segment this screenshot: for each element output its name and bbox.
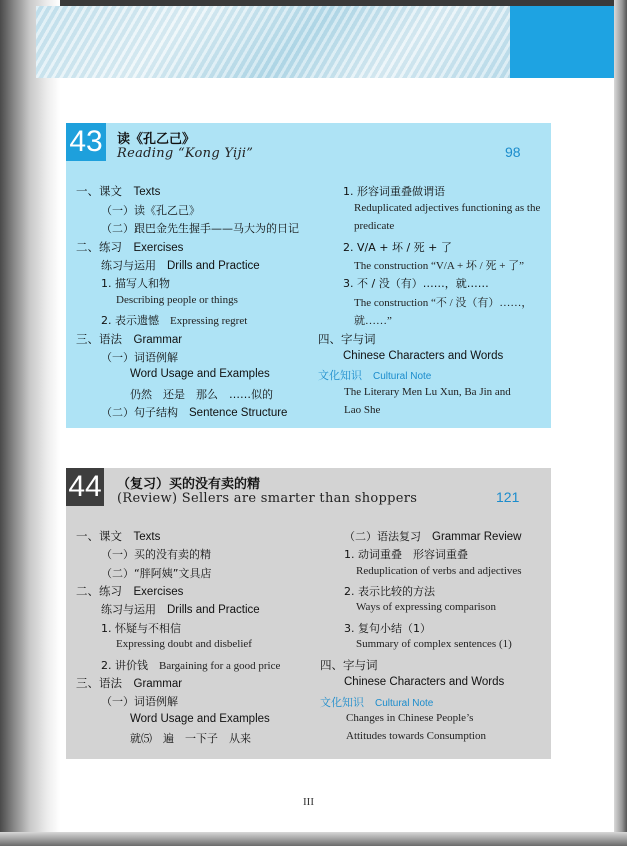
grammar-heading: 三、语法 Grammar	[76, 676, 183, 690]
texts-heading: 一、课文 Texts	[76, 184, 161, 198]
drill-item: 2. 讲价钱 Bargaining for a good price	[101, 659, 281, 672]
exercises-heading: 二、练习 Exercises	[76, 584, 184, 598]
grammar-point-en: Reduplication of verbs and adjectives	[356, 565, 522, 577]
text-item: （一）读《孔乙己》	[101, 204, 200, 217]
page-number: III	[303, 796, 314, 808]
grammar-point-en: The construction “不 / 没（有）……，	[354, 297, 533, 309]
texts-heading: 一、课文 Texts	[76, 529, 161, 543]
usage-heading-en: Word Usage and Examples	[130, 368, 270, 380]
cultural-note-heading: 文化知识 Cultural Note	[320, 696, 434, 709]
header-decoration	[36, 6, 510, 78]
grammar-point: 2. V/A + 坏 / 死 + 了	[343, 241, 452, 254]
grammar-heading: 三、语法 Grammar	[76, 332, 183, 346]
structure-heading: （二）句子结构 Sentence Structure	[101, 406, 288, 419]
grammar-point-en: Summary of complex sentences (1)	[356, 638, 512, 650]
drill-item-en: Describing people or things	[116, 294, 238, 306]
text-item: （二）“胖阿姨”文具店	[101, 567, 212, 580]
page-edge-bottom	[0, 832, 627, 846]
exercises-heading: 二、练习 Exercises	[76, 240, 184, 254]
usage-heading-en: Word Usage and Examples	[130, 713, 270, 725]
unit-number: 43	[66, 123, 106, 161]
usage-words: 仍然 还是 那么 ……似的	[130, 388, 273, 401]
page-edge-right	[614, 0, 627, 846]
cultural-note-text: Lao She	[344, 404, 381, 416]
characters-heading: 四、字与词	[318, 332, 376, 346]
grammar-point: 1. 形容词重叠做谓语	[343, 185, 445, 198]
unit-page-number: 98	[505, 144, 521, 160]
drill-item: 2. 表示遗憾 Expressing regret	[101, 314, 248, 327]
unit-title-en: (Review) Sellers are smarter than shoppers	[117, 491, 418, 506]
cultural-note-text: The Literary Men Lu Xun, Ba Jin and	[344, 386, 511, 398]
unit-page-number: 121	[496, 489, 520, 505]
grammar-point: 3. 不 / 没（有）……，就……	[343, 277, 489, 290]
drill-item: 1. 描写人和物	[101, 277, 170, 290]
unit-title-en: Reading “Kong Yiji”	[117, 146, 254, 161]
usage-heading: （一）词语例解	[101, 351, 178, 364]
grammar-point-en: Ways of expressing comparison	[356, 601, 496, 613]
characters-heading-en: Chinese Characters and Words	[344, 676, 505, 688]
cultural-note-text: Attitudes towards Consumption	[346, 730, 486, 742]
book-spine-shadow	[0, 0, 60, 846]
grammar-review-heading: （二）语法复习 Grammar Review	[344, 530, 522, 543]
grammar-point: 1. 动词重叠 形容词重叠	[344, 548, 468, 561]
grammar-point: 3. 复句小结（1）	[344, 622, 431, 635]
grammar-point-en: predicate	[354, 220, 395, 232]
grammar-point: 2. 表示比较的方法	[344, 585, 435, 598]
drill-item: 1. 怀疑与不相信	[101, 622, 181, 635]
usage-words: 就⑸ 遍 一下子 从来	[130, 732, 251, 745]
unit-43-section	[66, 123, 551, 428]
cultural-note-text: Changes in Chinese People’s	[346, 712, 474, 724]
drill-item-en: Expressing doubt and disbelief	[116, 638, 252, 650]
unit-number: 44	[66, 468, 104, 506]
grammar-point-en: Reduplicated adjectives functioning as the	[354, 202, 541, 214]
practice-item: 练习与运用 Drills and Practice	[101, 259, 260, 272]
unit-44-section	[66, 468, 551, 759]
grammar-point-en: 就……”	[354, 315, 392, 327]
header-blue-block	[510, 6, 616, 78]
unit-title-cn: 读《孔乙己》	[117, 132, 196, 147]
unit-title-cn: （复习）买的没有卖的精	[117, 477, 261, 492]
practice-item: 练习与运用 Drills and Practice	[101, 603, 260, 616]
characters-heading-en: Chinese Characters and Words	[343, 350, 504, 362]
text-item: （一）买的没有卖的精	[101, 548, 211, 561]
text-item: （二）跟巴金先生握手——马大为的日记	[101, 222, 299, 235]
grammar-point-en: The construction “V/A + 坏 / 死 + 了”	[354, 260, 525, 272]
cultural-note-heading: 文化知识 Cultural Note	[318, 369, 432, 382]
characters-heading: 四、字与词	[320, 658, 378, 672]
usage-heading: （一）词语例解	[101, 695, 178, 708]
